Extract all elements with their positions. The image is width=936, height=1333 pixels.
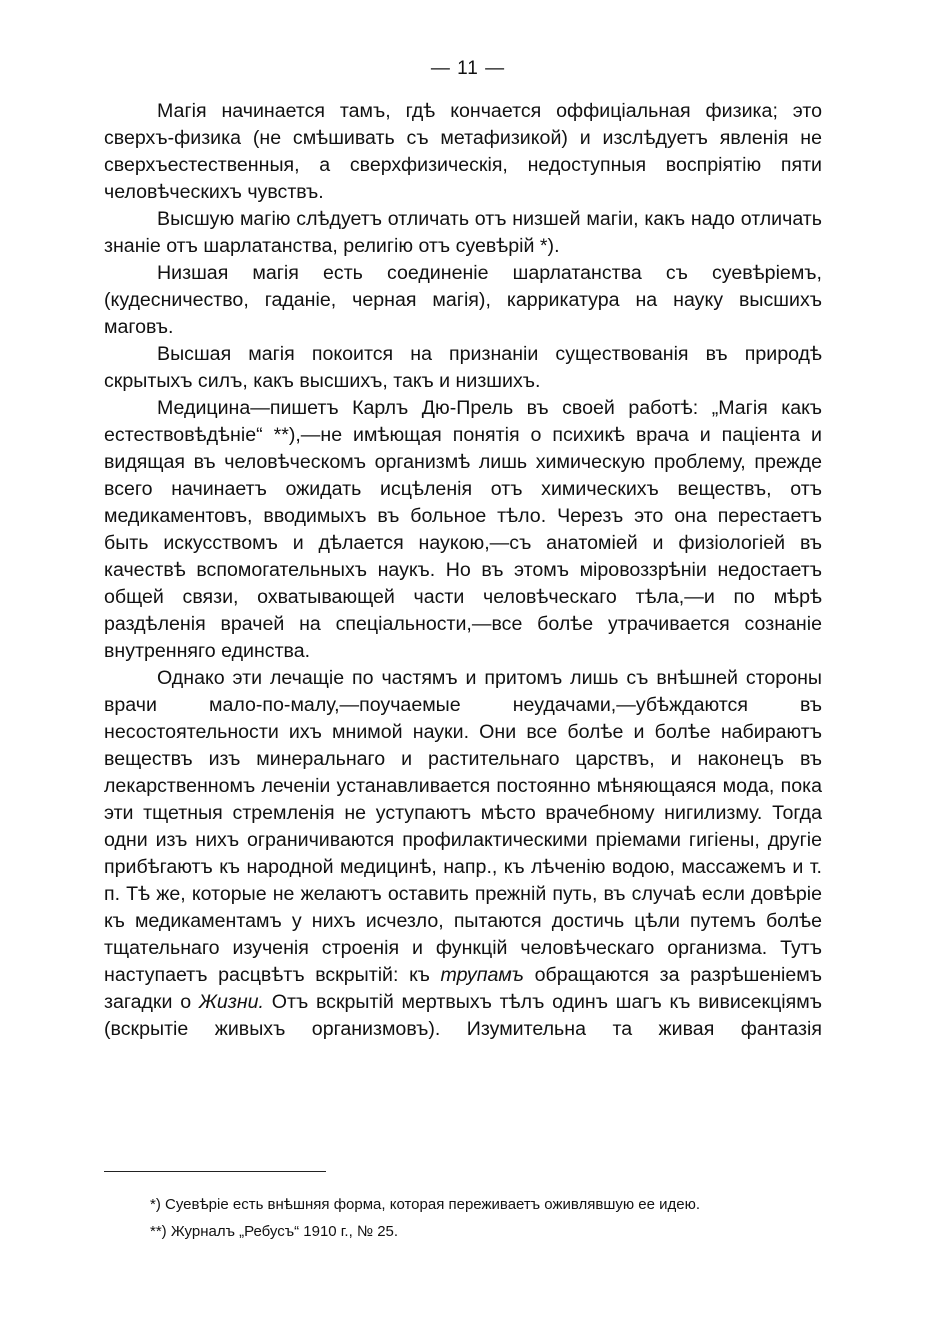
paragraph-text: обращаются за разрѣшеніемъ загадки о [104, 964, 822, 1013]
paragraph [104, 665, 822, 1043]
emphasis: трупамъ [440, 964, 524, 986]
paragraph-text: Однако эти лечащіе по частямъ и притомъ лишь съ внѣшней стороны врачи мало-по-малу,—поучаемые неудачами,—убѣждаются въ несостоятельности ихъ мнимой науки. Они все болѣе и болѣе набираютъ веществъ изъ минеральнаго и растительнаго царствъ, и наконецъ въ лекарственномъ леченіи устанавливается постоянно мѣняющаяся мода, пока эти тщетныя стремленія не уступаютъ мѣсто врачебному нигилизму. Тогда одни изъ нихъ ограничиваются профилактическими пріемами гигіены, другіе прибѣгаютъ къ народной медицинѣ, напр., къ лѣченію водою, массажемъ и т. п. Тѣ же, которые не желаютъ оставить прежній путь, въ случаѣ если довѣріе къ медикаментамъ у нихъ исчезло, пытаются достичь цѣли путемъ болѣе тщательнаго изученія строенія и функцій человѣческаго организма. Тутъ наступаетъ расцвѣтъ вскрытій: къ [104, 667, 822, 986]
footnote: *) Суевѣріе есть внѣшняя форма, которая переживаетъ оживлявшую ее идею. [150, 1196, 701, 1213]
footnotes [150, 1191, 830, 1245]
body-text [104, 98, 822, 1043]
paragraph: Медицина—пишетъ Карлъ Дю-Прель въ своей работѣ: „Магія какъ естествовѣдѣніе“ **),—не имѣющая понятія о психикѣ врача и паціента и видящая въ человѣческомъ организмѣ лишь химическую проблему, прежде всего начинаетъ ожидать исцѣленія отъ химическихъ веществъ, отъ медикаментовъ, вводимыхъ въ больное тѣло. Черезъ это она перестаетъ быть искусствомъ и дѣлается наукою,—съ анатоміей и физіологіей въ качествѣ вспомогательныхъ наукъ. Но въ этомъ міровоззрѣніи недостаетъ общей связи, охватывающей части человѣческаго тѣла,—и по мѣрѣ раздѣленія врачей на спеціальности,—все болѣе утрачивается сознаніе внутренняго единства. [104, 397, 822, 662]
paragraph: Магія начинается тамъ, гдѣ кончается оффиціальная физика; это сверхъ-физика (не смѣшивать съ метафизикой) и изслѣдуетъ явленія не сверхъестественныя, а сверхфизическія, недоступныя воспріятію пяти человѣческихъ чувствъ. [104, 100, 822, 203]
paragraph: Высшая магія покоится на признаніи существованія въ природѣ скрытыхъ силъ, какъ высшихъ, такъ и низшихъ. [104, 343, 822, 392]
emphasis: Жизни. [198, 991, 264, 1013]
paragraph-text: Отъ вскрытій мертвыхъ тѣлъ одинъ шагъ къ вивисекціямъ (вскрытіе живыхъ организмовъ). Изумительна та живая фантазія [104, 991, 822, 1040]
paragraph: Высшую магію слѣдуетъ отличать отъ низшей магіи, какъ надо отличать знаніе отъ шарлатанства, религію отъ суевѣрій *). [104, 208, 822, 257]
page-number: — 11 — [430, 58, 506, 79]
paragraph: Низшая магія есть соединеніе шарлатанства съ суевѣріемъ, (кудесничество, гаданіе, черная магія), каррикатура на науку высшихъ маговъ. [104, 262, 822, 338]
footnote-divider [104, 1171, 326, 1172]
footnote: **) Журналъ „Ребусъ“ 1910 г., № 25. [150, 1223, 399, 1240]
